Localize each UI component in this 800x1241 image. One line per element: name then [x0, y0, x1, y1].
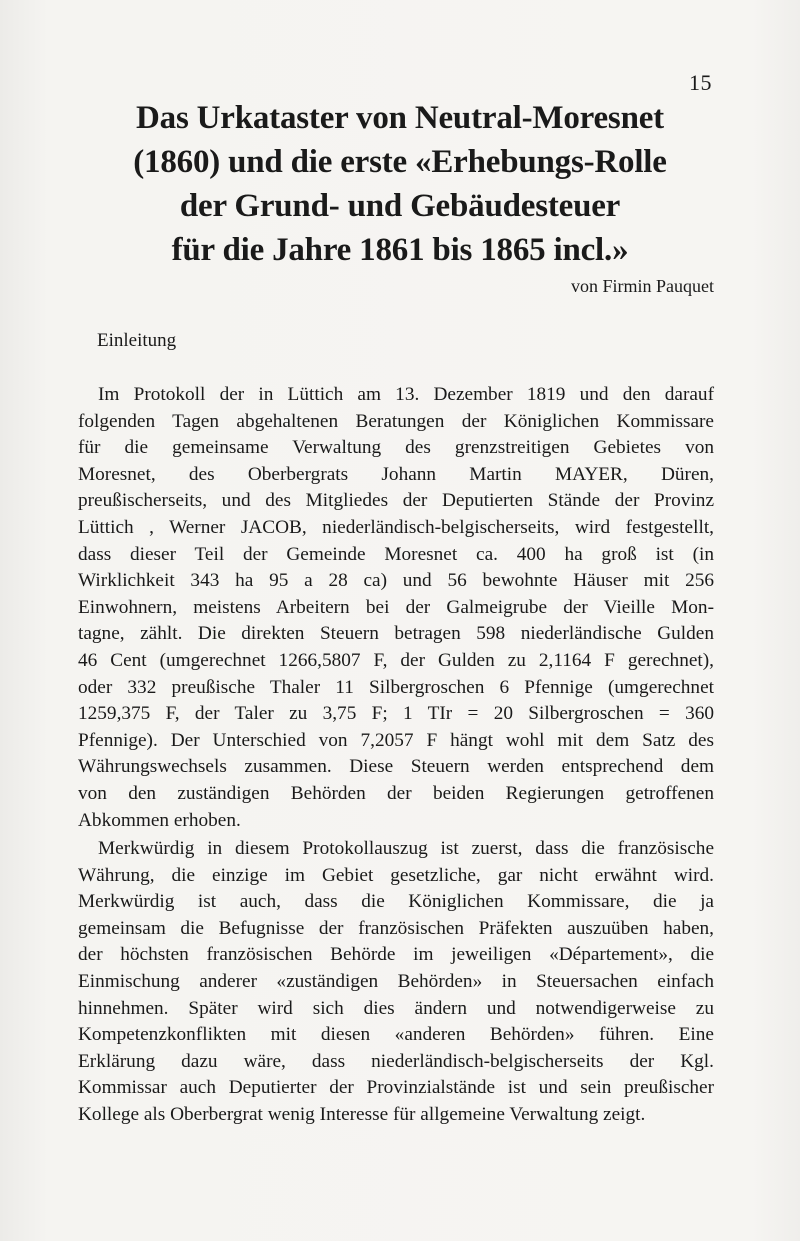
- text-line: Einwohnern, meistens Arbeitern bei der Galmeigrube der Vieille Mon-: [78, 596, 714, 618]
- text-line: Merkwürdig in diesem Protokollauszug ist zuerst, dass die französische: [98, 838, 714, 860]
- text-line: Kompetenzkonflikten mit diesen «anderen Behörden» führen. Eine: [78, 1024, 714, 1046]
- text-line: Wirklichkeit 343 ha 95 a 28 ca) und 56 bewohnte Häuser mit 256: [78, 570, 714, 592]
- text-line: für die gemeinsame Verwaltung des grenzstreitigen Gebietes von: [78, 437, 714, 459]
- text-line: Abkommen erhoben.: [78, 809, 241, 831]
- text-line: oder 332 preußische Thaler 11 Silbergroschen 6 Pfennige (umgerechnet: [78, 676, 714, 698]
- title-line: Das Urkataster von Neutral-Moresnet: [136, 100, 664, 136]
- title-line: der Grund- und Gebäudesteuer: [179, 188, 621, 224]
- paragraph-1: [78, 382, 714, 834]
- text-line: der höchsten französischen Behörde im jeweiligen «Département», die: [78, 944, 714, 966]
- page-number: 15: [689, 70, 712, 95]
- text-line: 46 Cent (umgerechnet 1266,5807 F, der Gulden zu 2,1164 F gerechnet),: [78, 649, 714, 671]
- section-heading: Einleitung: [97, 330, 177, 351]
- body-text: [78, 382, 714, 1129]
- text-line: Merkwürdig ist auch, dass die Königlichen Kommissare, die ja: [78, 891, 714, 913]
- text-line: Kollege als Oberbergrat wenig Interesse für allgemeine Verwaltung zeigt.: [78, 1104, 646, 1126]
- text-line: Lüttich , Werner JACOB, niederländisch-belgischerseits, wird festgestellt,: [78, 516, 714, 538]
- text-line: Einmischung anderer «zuständigen Behörden» in Steuersachen einfach: [78, 971, 714, 993]
- paragraph-2: [78, 836, 714, 1129]
- text-line: Im Protokoll der in Lüttich am 13. Dezember 1819 und den darauf: [98, 384, 714, 405]
- text-line: tagne, zählt. Die direkten Steuern betragen 598 niederländische Gulden: [78, 623, 714, 645]
- article-title: [80, 96, 720, 272]
- title-line: für die Jahre 1861 bis 1865 incl.»: [171, 232, 629, 268]
- text-line: Kommissar auch Deputierter der Provinzialstände ist und sein preußischer: [78, 1077, 714, 1099]
- title-line: (1860) und die erste «Erhebungs-Rolle: [133, 144, 667, 180]
- text-line: Erklärung dazu wäre, dass niederländisch-belgischerseits der Kgl.: [78, 1050, 714, 1072]
- text-line: Pfennige). Der Unterschied von 7,2057 F hängt wohl mit dem Satz des: [78, 729, 714, 751]
- text-line: 1259,375 F, der Taler zu 3,75 F; 1 TIr = 20 Silbergroschen = 360: [78, 703, 714, 725]
- text-line: gemeinsam die Befugnisse der französischen Präfekten auszuüben haben,: [78, 917, 714, 939]
- text-line: dass dieser Teil der Gemeinde Moresnet ca. 400 ha groß ist (in: [78, 543, 714, 565]
- text-line: folgenden Tagen abgehaltenen Beratungen der Königlichen Kommissare: [78, 410, 714, 432]
- text-line: preußischerseits, und des Mitgliedes der Deputierten Stände der Provinz: [78, 490, 714, 512]
- author-byline: von Firmin Pauquet: [571, 276, 714, 296]
- text-line: hinnehmen. Später wird sich dies ändern und notwendigerweise zu: [78, 997, 714, 1019]
- text-line: Währungswechsels zusammen. Diese Steuern werden entsprechend dem: [78, 756, 714, 778]
- text-line: von den zuständigen Behörden der beiden Regierungen getroffenen: [78, 782, 714, 804]
- text-line: Moresnet, des Oberbergrats Johann Martin MAYER, Düren,: [78, 463, 714, 485]
- text-line: Währung, die einzige im Gebiet gesetzliche, gar nicht erwähnt wird.: [78, 864, 714, 886]
